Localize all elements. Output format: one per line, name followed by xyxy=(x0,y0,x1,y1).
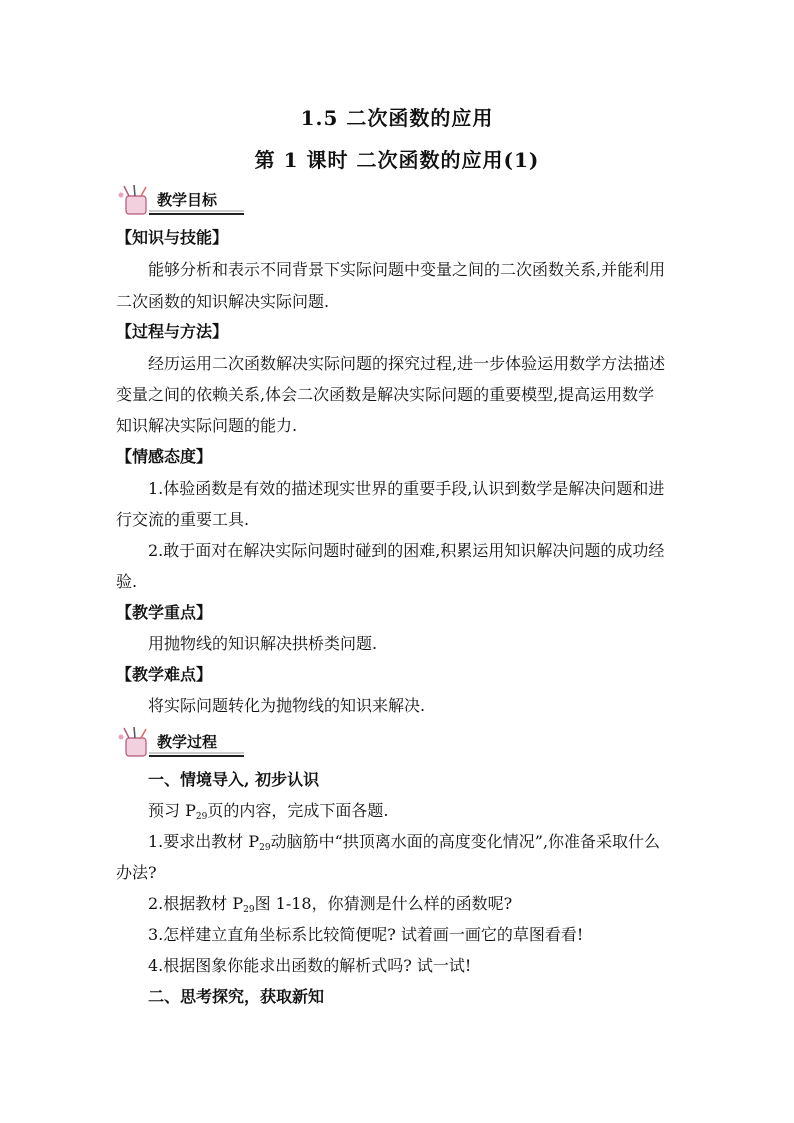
section-badge-process xyxy=(116,726,246,758)
difficulty-text: 将实际问题转化为抛物线的知识来解决. xyxy=(148,696,426,715)
method-heading: 【过程与方法】 xyxy=(116,322,229,341)
difficulty-heading: 【教学难点】 xyxy=(116,665,213,684)
question-2-page-subscript: 29 xyxy=(243,905,255,915)
preview-text-b: 页的内容，完成下面各题. xyxy=(207,801,389,820)
method-text-line-1: 经历运用二次函数解决实际问题的探究过程,进一步体验运用数学方法描述 xyxy=(148,354,666,373)
attitude-heading: 【情感态度】 xyxy=(116,447,213,466)
question-1-page-subscript: 29 xyxy=(259,843,271,853)
attitude-item-2-line-2: 验. xyxy=(116,572,138,591)
question-1-line-2: 办法? xyxy=(116,863,157,882)
question-2 xyxy=(148,894,682,914)
section-badge-process-label: 教学过程 xyxy=(157,733,218,751)
knowledge-text-line-1: 能够分析和表示不同背景下实际问题中变量之间的二次函数关系,并能利用 xyxy=(148,260,666,279)
question-3: 3.怎样建立直角坐标系比较简便呢? 试着画一画它的草图看看! xyxy=(148,925,584,944)
section-badge-objectives-label: 教学目标 xyxy=(157,191,218,209)
section-badge-objectives xyxy=(116,184,246,216)
section-1-heading: 一、情境导入, 初步认识 xyxy=(148,770,320,789)
method-text-line-3: 知识解决实际问题的能力. xyxy=(116,416,298,435)
preview-text-a: 预习 P xyxy=(148,801,196,820)
focus-text: 用抛物线的知识解决拱桥类问题. xyxy=(148,634,378,653)
focus-heading: 【教学重点】 xyxy=(116,603,213,622)
attitude-item-1-line-1: 1.体验函数是有效的描述现实世界的重要手段,认识到数学是解决问题和进 xyxy=(148,479,665,498)
preview-page-subscript: 29 xyxy=(195,812,208,822)
lesson-subtitle: 第 1 课时 二次函数的应用(1) xyxy=(254,148,540,172)
question-4: 4.根据图象你能求出函数的解析式吗? 试一试! xyxy=(148,956,472,975)
knowledge-heading: 【知识与技能】 xyxy=(116,228,229,247)
question-1-text-b: 动脑筋中“拱顶离水面的高度变化情况”,你准备采取什么 xyxy=(270,832,661,851)
section-2-heading: 二、思考探究，获取新知 xyxy=(148,987,325,1006)
preview-line xyxy=(148,801,682,821)
question-2-text-a: 2.根据教材 P xyxy=(148,894,244,913)
attitude-item-1-line-2: 行交流的重要工具. xyxy=(116,510,250,529)
method-text-line-2: 变量之间的依赖关系,体会二次函数是解决实际问题的重要模型,提高运用数学 xyxy=(116,385,655,404)
lesson-title: 1.5 二次函数的应用 xyxy=(300,106,494,130)
question-2-text-b: 图 1-18，你猜测是什么样的函数呢? xyxy=(254,894,513,913)
attitude-item-2-line-1: 2.敢于面对在解决实际问题时碰到的困难,积累运用知识解决问题的成功经 xyxy=(148,541,665,560)
question-1-line-1 xyxy=(148,832,682,852)
question-1-text-a: 1.要求出教材 P xyxy=(148,832,260,851)
knowledge-text-line-2: 二次函数的知识解决实际问题. xyxy=(116,292,330,311)
